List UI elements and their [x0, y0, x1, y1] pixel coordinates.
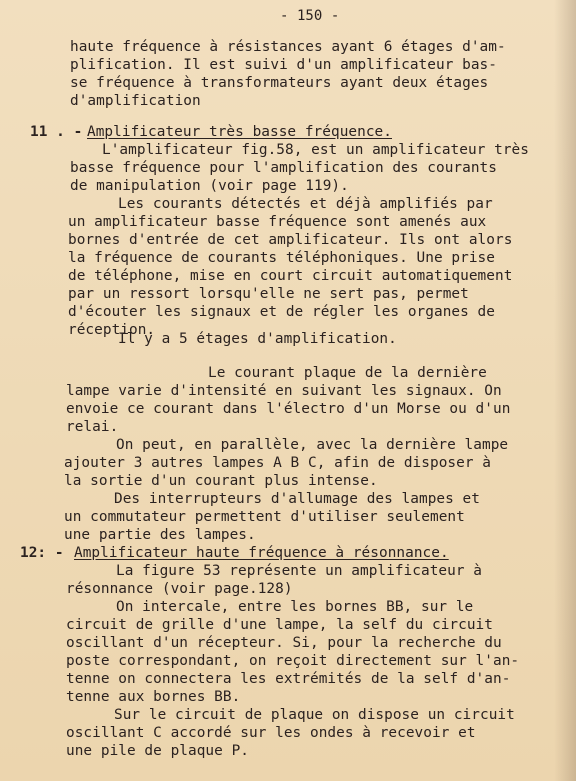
section-number-12: 12: -	[20, 545, 64, 561]
section-line: par un ressort lorsqu'elle ne sert pas, permet	[68, 286, 469, 302]
section-line: Des interrupteurs d'allumage des lampes et	[114, 491, 480, 507]
section-line: On peut, en parallèle, avec la dernière lampe	[116, 437, 509, 453]
section-title-12: Amplificateur haute fréquence à résonnance.	[74, 545, 449, 561]
section-line: une pile de plaque P.	[66, 743, 249, 759]
paragraph-line: d'amplification	[70, 93, 201, 109]
section-line: L'amplificateur fig.58, est un amplificateur très	[102, 142, 529, 158]
section-line: envoie ce courant dans l'électro d'un Morse ou d'un	[66, 401, 511, 417]
section-line: résonnance (voir page.128)	[66, 581, 293, 597]
section-line: la fréquence de courants téléphoniques. Une prise	[68, 250, 495, 266]
section-line: tenne aux bornes BB.	[66, 689, 241, 705]
section-line: une partie des lampes.	[64, 527, 256, 543]
section-line: la sortie d'un courant plus intense.	[64, 473, 378, 489]
section-line: un commutateur permettent d'utiliser seulement	[64, 509, 465, 525]
section-line: oscillant d'un récepteur. Si, pour la recherche du	[66, 635, 502, 651]
page-edge-shadow	[554, 0, 576, 781]
section-line: un amplificateur basse fréquence sont amenés aux	[68, 214, 487, 230]
section-line: relai.	[66, 419, 119, 435]
section-line: lampe varie d'intensité en suivant les signaux. On	[66, 383, 502, 399]
section-number-11: 11 . -	[30, 124, 83, 140]
section-line: Il y a 5 étages d'amplification.	[118, 331, 397, 347]
section-line: Les courants détectés et déjà amplifiés par	[118, 196, 493, 212]
section-line: Le courant plaque de la dernière	[208, 365, 487, 381]
page-number: - 150 -	[280, 8, 340, 24]
section-line: On intercale, entre les bornes BB, sur le	[116, 599, 474, 615]
section-line: de téléphone, mise en court circuit automatiquement	[68, 268, 513, 284]
section-line: d'écouter les signaux et de régler les organes de	[68, 304, 495, 320]
section-line: circuit de grille d'une lampe, la self du circuit	[66, 617, 493, 633]
section-title-11: Amplificateur très basse fréquence.	[87, 124, 392, 140]
paragraph-line: haute fréquence à résistances ayant 6 étages d'am-	[70, 39, 506, 55]
section-line: de manipulation (voir page 119).	[70, 178, 349, 194]
section-line: réception.	[68, 322, 156, 338]
section-line: basse fréquence pour l'amplification des courants	[70, 160, 497, 176]
section-line: tenne on connectera les extrémités de la self d'an-	[66, 671, 511, 687]
paragraph-line: plification. Il est suivi d'un amplificateur bas-	[70, 57, 497, 73]
section-line: La figure 53 représente un amplificateur à	[116, 563, 482, 579]
section-line: bornes d'entrée de cet amplificateur. Ils ont alors	[68, 232, 513, 248]
paragraph-line: se fréquence à transformateurs ayant deux étages	[70, 75, 489, 91]
section-line: oscillant C accordé sur les ondes à recevoir et	[66, 725, 476, 741]
section-line: Sur le circuit de plaque on dispose un circuit	[114, 707, 515, 723]
section-line: poste correspondant, on reçoit directement sur l'an-	[66, 653, 520, 669]
section-line: ajouter 3 autres lampes A B C, afin de disposer à	[64, 455, 491, 471]
